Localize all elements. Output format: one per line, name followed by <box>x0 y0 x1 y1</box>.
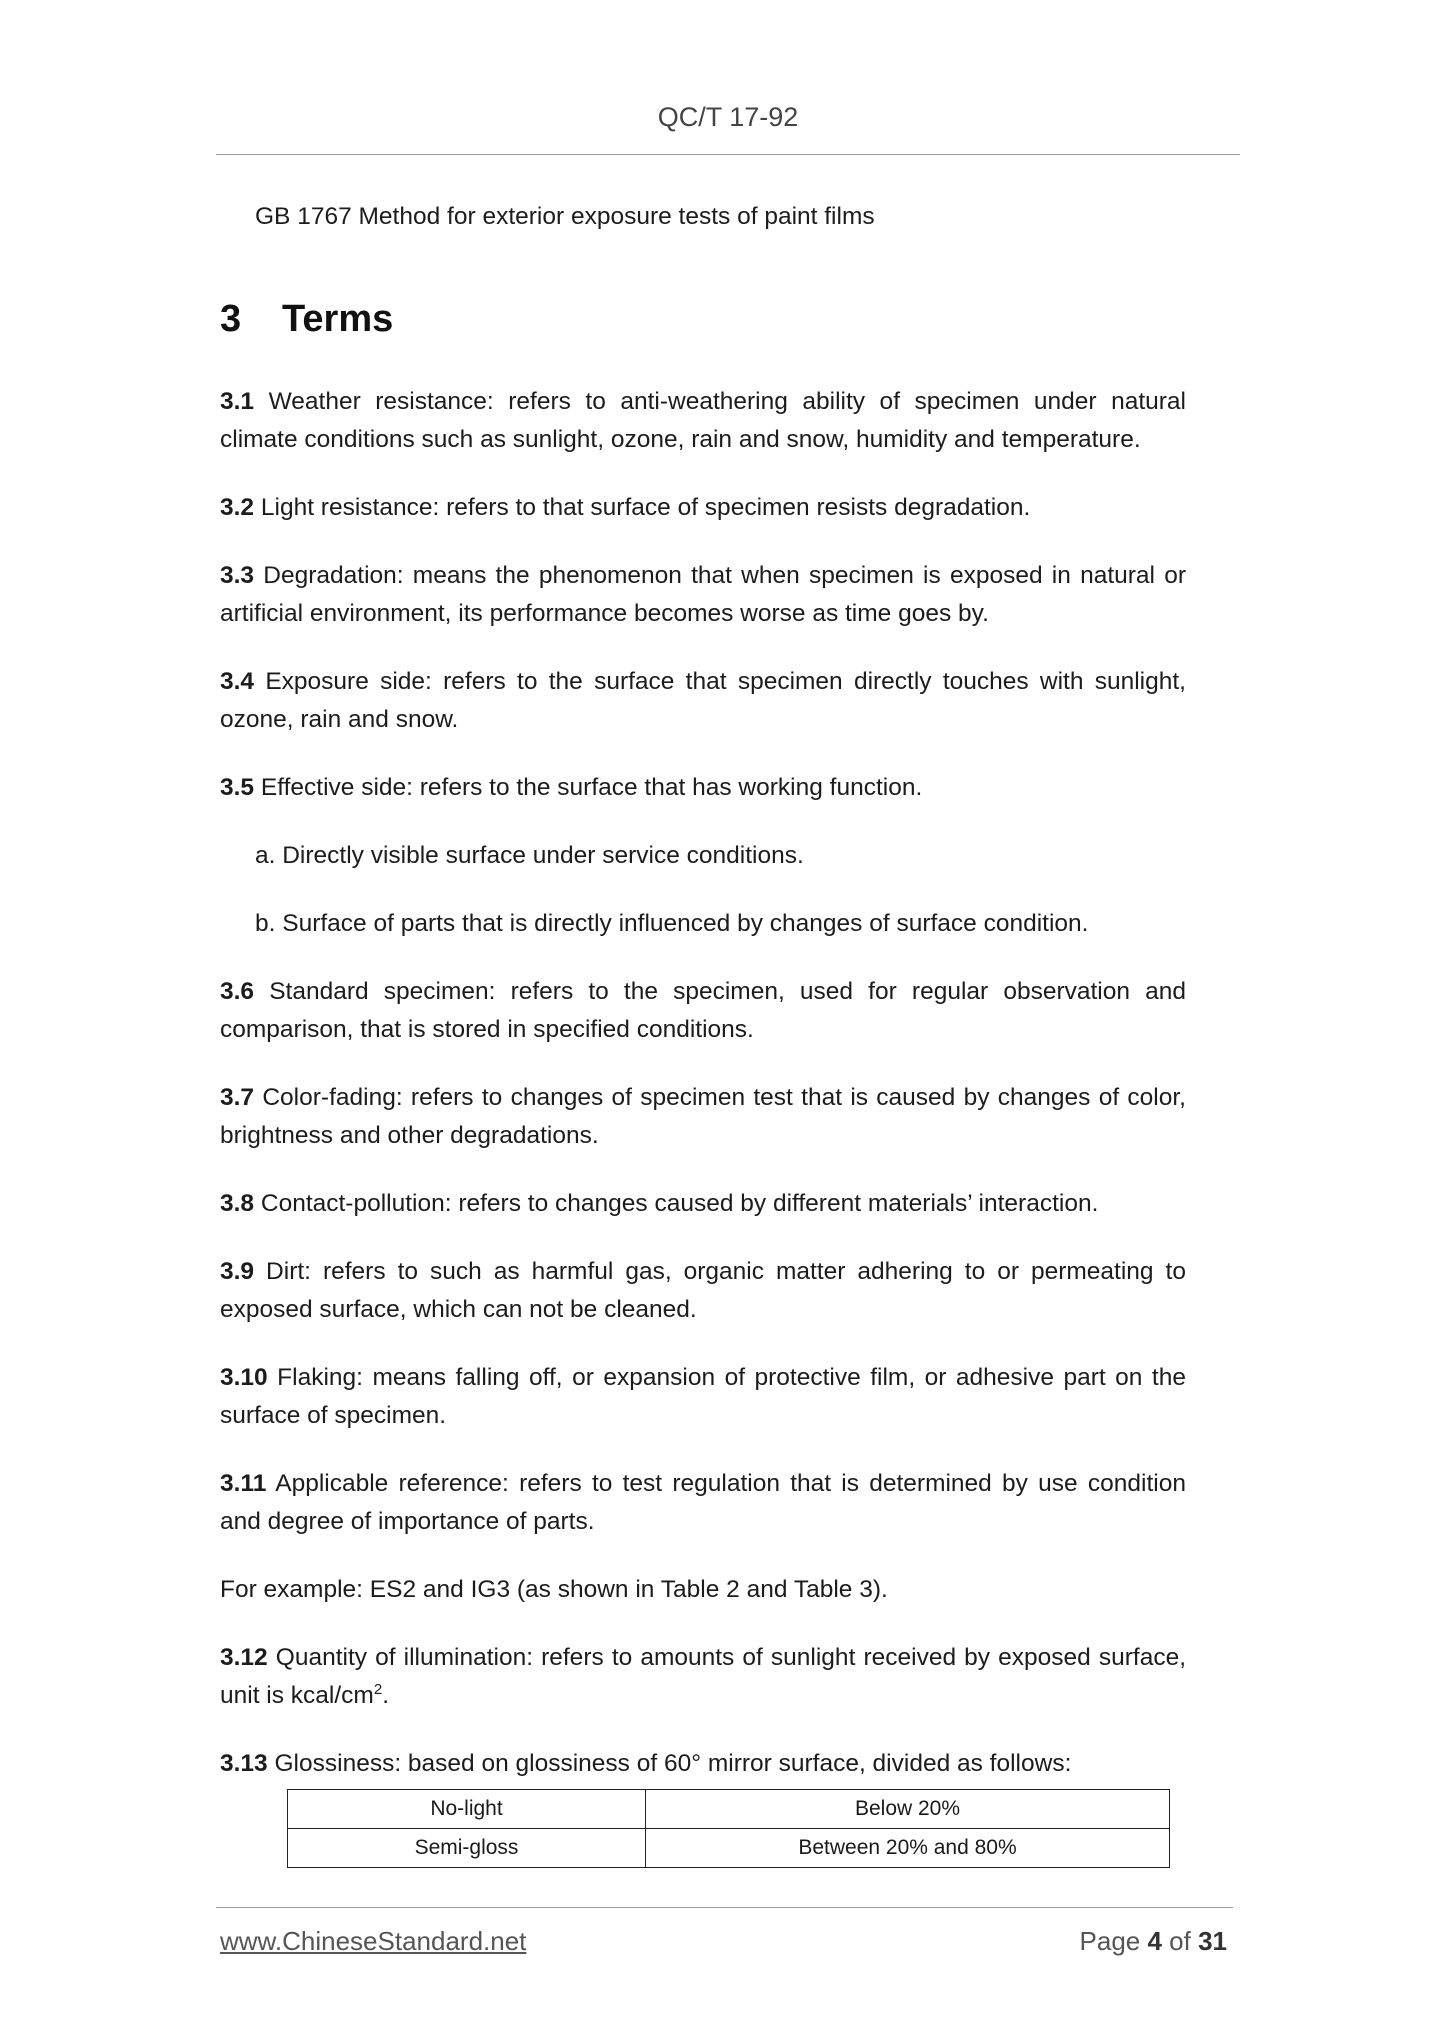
term-text: Exposure side: refers to the surface that specimen directly touches with sunlight, ozone, rain and snow. <box>220 668 1186 733</box>
glossiness-table <box>287 1789 1170 1868</box>
term-3-13 <box>220 1745 1186 1783</box>
reference-line: GB 1767 Method for exterior exposure tests of paint films <box>255 203 875 230</box>
term-text: Quantity of illumination: refers to amounts of sunlight received by exposed surface, unit is kcal/cm <box>220 1644 1186 1709</box>
term-number: 3.13 <box>220 1750 268 1777</box>
term-text: Weather resistance: refers to anti-weathering ability of specimen under natural climate conditions such as sunlight, ozone, rain and snow, humidity and temperature. <box>220 388 1186 453</box>
term-text: Contact-pollution: refers to changes caused by different materials’ interaction. <box>254 1190 1099 1217</box>
page-number <box>1080 1926 1227 1957</box>
term-3-12 <box>220 1639 1186 1715</box>
header-divider <box>216 154 1240 155</box>
term-number: 3.2 <box>220 494 255 521</box>
term-text: Effective side: refers to the surface that has working function. <box>254 774 923 801</box>
term-text: Glossiness: based on glossiness of 60° mirror surface, divided as follows: <box>267 1750 1072 1777</box>
page-mid: of <box>1161 1926 1199 1956</box>
page-prefix: Page <box>1079 1926 1148 1956</box>
term-text: Light resistance: refers to that surface of specimen resists degradation. <box>254 494 1031 521</box>
term-3-11 <box>220 1465 1186 1541</box>
section-heading <box>220 296 1186 342</box>
term-text-tail: . <box>382 1682 389 1709</box>
term-number: 3.1 <box>220 388 255 415</box>
term-3-3 <box>220 557 1186 633</box>
term-number: 3.5 <box>220 774 255 801</box>
term-3-10 <box>220 1359 1186 1435</box>
term-3-4 <box>220 663 1186 739</box>
term-text: Applicable reference: refers to test regulation that is determined by use condition and degree of importance of parts. <box>220 1470 1186 1535</box>
term-text: Dirt: refers to such as harmful gas, organic matter adhering to or permeating to exposed surface, which can not be cleaned. <box>220 1258 1186 1323</box>
term-3-2 <box>220 489 1186 527</box>
table-cell: Below 20% <box>646 1790 1170 1829</box>
term-number: 3.10 <box>220 1364 268 1391</box>
term-3-9 <box>220 1253 1186 1329</box>
page-body <box>220 198 1186 1868</box>
term-3-6 <box>220 973 1186 1049</box>
table-cell: No-light <box>288 1790 646 1829</box>
term-text: Standard specimen: refers to the specimen, used for regular observation and comparison, that is stored in specified conditions. <box>220 978 1186 1043</box>
term-3-8 <box>220 1185 1186 1223</box>
table-row <box>288 1829 1170 1868</box>
table-cell: Semi-gloss <box>288 1829 646 1868</box>
term-number: 3.7 <box>220 1084 255 1111</box>
term-number: 3.11 <box>220 1470 267 1497</box>
term-number: 3.8 <box>220 1190 255 1217</box>
term-number: 3.6 <box>220 978 255 1005</box>
term-number: 3.4 <box>220 668 255 695</box>
section-number: 3 <box>220 298 242 340</box>
term-3-5-item-b: b. Surface of parts that is directly influenced by changes of surface condition. <box>255 910 1089 937</box>
term-3-7 <box>220 1079 1186 1155</box>
example-line: For example: ES2 and IG3 (as shown in Table 2 and Table 3). <box>220 1576 888 1603</box>
table-cell: Between 20% and 80% <box>646 1829 1170 1868</box>
term-number: 3.12 <box>220 1644 268 1671</box>
term-3-5 <box>220 769 1186 807</box>
term-3-1 <box>220 383 1186 459</box>
table-row <box>288 1790 1170 1829</box>
running-header: QC/T 17-92 <box>657 102 799 132</box>
term-text: Flaking: means falling off, or expansion of protective film, or adhesive part on the surface of specimen. <box>220 1364 1186 1429</box>
page-current: 4 <box>1147 1926 1162 1956</box>
term-number: 3.3 <box>220 562 255 589</box>
term-text: Color-fading: refers to changes of specimen test that is caused by changes of color, brightness and other degradations. <box>220 1084 1186 1149</box>
section-title: Terms <box>282 298 394 340</box>
term-3-5-item-a: a. Directly visible surface under service conditions. <box>255 842 804 869</box>
footer-divider <box>216 1907 1233 1908</box>
superscript: 2 <box>373 1680 383 1698</box>
term-text: Degradation: means the phenomenon that when specimen is exposed in natural or artificial environment, its performance becomes worse as time goes by. <box>220 562 1186 627</box>
term-number: 3.9 <box>220 1258 255 1285</box>
page-total: 31 <box>1198 1926 1227 1956</box>
footer-link[interactable]: www.ChineseStandard.net <box>220 1926 527 1956</box>
